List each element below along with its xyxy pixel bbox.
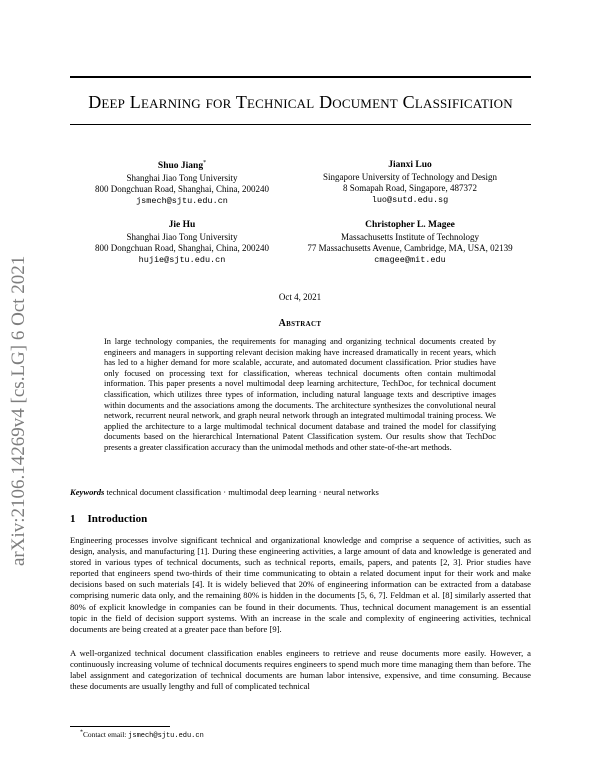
section-number: 1	[70, 513, 76, 525]
abstract-text: In large technology companies, the requirements for managing and organizing technical documents created by engineers and managers in supporting relevant decision making have increased dramatically in recent years, which has led to a higher demand for more scalable, accurate, and automated document classification. Prior studies have only focused on processing text for classification, whereas technical documents often contain multimodal information. This paper presents a novel multimodal deep learning architecture, TechDoc, for technical document classification, which utilizes three types of information, including natural language texts and descriptive images within documents and the associations among the documents. The architecture synthesizes the convolutional neural network, recurrent neural network, and graph neural network through an integrated multimodal training process. We applied the architecture to a large multimodal technical document database and trained the model for classifying documents based on the hierarchical International Patent Classification system. Our results show that TechDoc presents a greater classification accuracy than the unimodal methods and other state-of-the-art methods.	[104, 337, 496, 452]
author-affiliation: Shanghai Jiao Tong University	[126, 231, 238, 242]
keywords-label: Keywords	[70, 487, 105, 497]
abstract-heading: Abstract	[278, 318, 322, 329]
paper-date: Oct 4, 2021	[278, 292, 322, 302]
author-block	[290, 220, 530, 266]
author-address: 800 Dongchuan Road, Shanghai, China, 200240	[95, 184, 269, 194]
author-name: Shuo Jiang	[157, 161, 204, 171]
section-title: Introduction	[87, 513, 148, 525]
keywords-text: technical document classification · multimodal deep learning · neural networks	[106, 487, 379, 497]
author-affiliation: Massachusetts Institute of Technology	[341, 231, 479, 242]
title-rule-top	[70, 76, 531, 78]
author-email[interactable]: luo@sutd.edu.sg	[371, 194, 449, 205]
author-email[interactable]: cmagee@mit.edu	[374, 254, 446, 265]
author-affiliation: Shanghai Jiao Tong University	[126, 172, 238, 183]
paper-title: Deep Learning for Technical Document Classification	[88, 92, 513, 112]
author-affiliation: Singapore University of Technology and Design	[323, 171, 497, 182]
author-block	[62, 160, 302, 207]
footnote-rule	[70, 726, 170, 727]
footnote-marker: *	[80, 729, 83, 736]
author-name: Jianxi Luo	[388, 160, 432, 170]
body-paragraph: A well-organized technical document classification enables engineers to retrieve and reuse documents more easily. However, a continuously increasing volume of technical documents requires engineers to spend much more time managing them than before. The label assignment and categorization of technical documents are human labor intensive, expensive, and time consuming. Because these documents are usually lengthy and full of complicated technical	[70, 648, 531, 692]
author-email[interactable]: hujie@sjtu.edu.cn	[138, 254, 226, 265]
author-address: 77 Massachusetts Avenue, Cambridge, MA, USA, 02139	[307, 243, 513, 253]
keywords-line	[70, 487, 531, 498]
author-email[interactable]: jsmech@sjtu.edu.cn	[136, 195, 228, 206]
author-block	[62, 220, 302, 266]
footnote-label: Contact email:	[83, 730, 127, 739]
author-footnote-marker: *	[203, 160, 207, 166]
footnote-email[interactable]: jsmech@sjtu.edu.cn	[128, 732, 204, 740]
author-address: 800 Dongchuan Road, Shanghai, China, 200240	[95, 243, 269, 253]
author-block	[290, 160, 530, 206]
body-paragraph: Engineering processes involve significant technical and organizational knowledge and comprise a sequence of activities, such as design, analysis, and manufacturing [1]. During these engineering activities, a large amount of data and knowledge is generated and stored in various types of technical documents, such as technical reports, emails, papers, and patents [2, 3]. Prior studies have reported that engineers spend two-thirds of their time communicating to obtain a related document input for their work and make decisions based on such materials [4]. It is widely believed that 20% of engineering information can be extracted from a database comprising numeric data only, and the remaining 80% is hidden in the documents [5, 6, 7]. Feldman et al. [8] similarly asserted that 80% of explicit knowledge in companies can be found in their documents. Thus, technical document management is an essential topic in the field of decision support systems. With an increase in the scale and complexity of engineering activities, technical documents are being created at a greater pace than before [9].	[70, 535, 531, 634]
footnote	[80, 730, 204, 740]
author-address: 8 Somapah Road, Singapore, 487372	[343, 183, 477, 193]
author-name: Christopher L. Magee	[365, 220, 455, 230]
author-name: Jie Hu	[168, 220, 196, 230]
arxiv-identifier[interactable]: arXiv:2106.14269v4 [cs.LG] 6 Oct 2021	[8, 255, 29, 566]
section-heading	[70, 513, 147, 525]
title-rule-bottom	[70, 124, 531, 125]
